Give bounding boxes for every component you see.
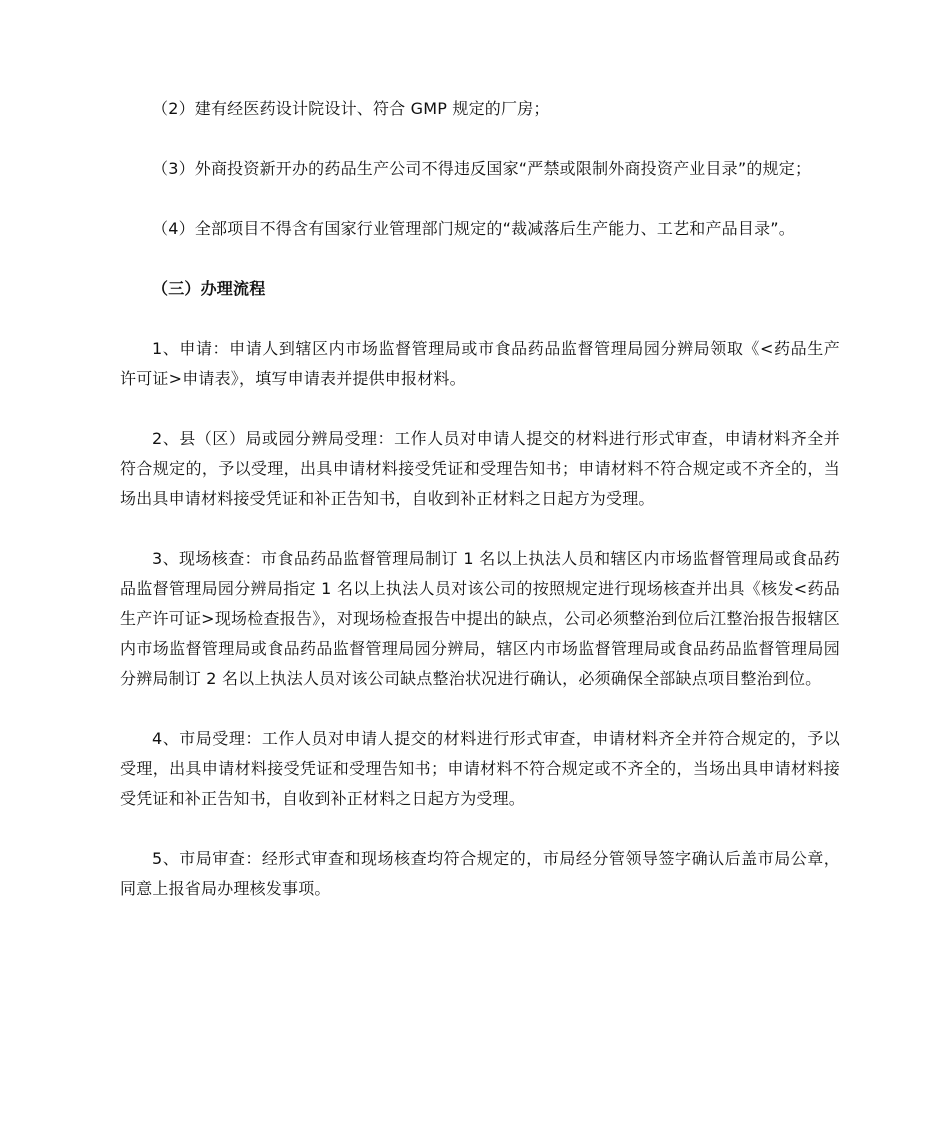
requirement-item-2: （2）建有经医药设计院设计、符合 GMP 规定的厂房； <box>152 99 550 118</box>
requirement-item-3: （3）外商投资新开办的药品生产公司不得违反国家“严禁或限制外商投资产业目录”的规定； <box>152 159 812 178</box>
paragraph-spacer <box>120 184 840 214</box>
paragraph-spacer <box>120 694 840 724</box>
document-body <box>120 94 840 904</box>
paragraph-spacer <box>120 394 840 424</box>
process-step-4: 4、市局受理：工作人员对申请人提交的材料进行形式审查，申请材料齐全并符合规定的，予以受理，出具申请材料接受凭证和受理告知书；申请材料不符合规定或不齐全的，当场出具申请材料接受凭证和补正告知书，自收到补正材料之日起方为受理。 <box>120 729 840 808</box>
process-step-2: 2、县（区）局或园分辨局受理：工作人员对申请人提交的材料进行形式审查，申请材料齐全并符合规定的，予以受理，出具申请材料接受凭证和受理告知书；申请材料不符合规定或不齐全的，当场出具申请材料接受凭证和补正告知书，自收到补正材料之日起方为受理。 <box>120 429 840 508</box>
process-step-3: 3、现场核查：市食品药品监督管理局制订 1 名以上执法人员和辖区内市场监督管理局或食品药品监督管理局园分辨局指定 1 名以上执法人员对该公司的按照规定进行现场核查并出具《核发<药品生产许可证>现场检查报告》，对现场检查报告中提出的缺点，公司必须整治到位后江整治报告报辖区内市场监督管理局或食品药品监督管理局园分辨局，辖区内市场监督管理局或食品药品监督管理局园分辨局制订 2 名以上执法人员对该公司缺点整治状况进行确认，必须确保全部缺点项目整治到位。 <box>120 549 840 688</box>
paragraph-spacer <box>120 304 840 334</box>
requirement-item-4: （4）全部项目不得含有国家行业管理部门规定的“裁减落后生产能力、工艺和产品目录”。 <box>152 219 795 238</box>
paragraph-spacer <box>120 814 840 844</box>
process-step-5: 5、市局审查：经形式审查和现场核查均符合规定的，市局经分管领导签字确认后盖市局公章，同意上报省局办理核发事项。 <box>120 849 840 898</box>
paragraph-spacer <box>120 514 840 544</box>
paragraph-spacer <box>120 244 840 274</box>
section-heading: （三）办理流程 <box>152 279 266 298</box>
paragraph-spacer <box>120 124 840 154</box>
process-step-1: 1、申请：申请人到辖区内市场监督管理局或市食品药品监督管理局园分辨局领取《<药品生产许可证>申请表》，填写申请表并提供申报材料。 <box>120 339 840 388</box>
